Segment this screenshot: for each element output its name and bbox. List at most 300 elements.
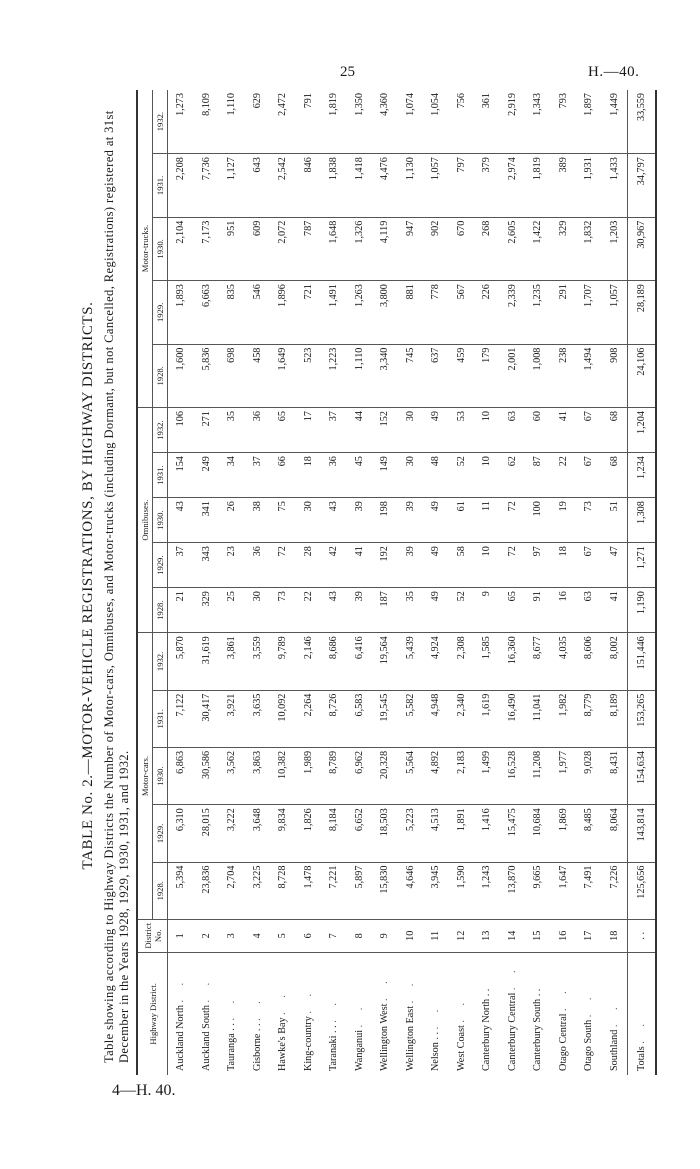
buses-cell: 39 [398, 498, 424, 543]
cars-cell: 1,585 [474, 633, 500, 690]
buses-cell: 41 [347, 543, 373, 588]
district-name-cell [398, 952, 424, 1075]
table-row [398, 90, 424, 1075]
buses-cell: 149 [372, 453, 398, 498]
buses-cell: 44 [347, 408, 373, 453]
trucks-cell: 329 [551, 217, 577, 280]
district-no-cell: 18 [602, 919, 628, 952]
year-header: 1931. [153, 453, 168, 498]
trucks-cell: 226 [474, 281, 500, 344]
district-name-cell [576, 952, 602, 1075]
table-row [296, 90, 322, 1075]
trucks-cell: 1,273 [168, 90, 194, 154]
buses-cell: 10 [474, 543, 500, 588]
trucks-cell: 881 [398, 281, 424, 344]
trucks-cell: 947 [398, 217, 424, 280]
trucks-cell: 268 [474, 217, 500, 280]
cars-cell: 2,183 [449, 747, 475, 804]
cars-cell: 1,590 [449, 862, 475, 919]
buses-cell: 49 [423, 588, 449, 633]
trucks-cell: 1,343 [525, 90, 551, 154]
district-no-cell: 10 [398, 919, 424, 952]
district-name: Canterbury Central [506, 992, 518, 1071]
district-name-cell [449, 952, 475, 1075]
table-row [449, 90, 475, 1075]
cars-cell: 10,092 [270, 690, 296, 747]
leader-dots: . . [379, 975, 391, 1001]
cars-cell: 5,870 [168, 633, 194, 690]
buses-cell: 62 [500, 453, 526, 498]
trucks-cell: 1,203 [602, 217, 628, 280]
cars-cell: 3,863 [245, 747, 271, 804]
cars-cell: 16,490 [500, 690, 526, 747]
buses-cell: 329 [194, 588, 220, 633]
cars-cell: 7,221 [321, 862, 347, 919]
trucks-cell: 7,736 [194, 154, 220, 217]
trucks-cell: 1,494 [576, 344, 602, 407]
motor-trucks-header: Motor-trucks. [137, 90, 153, 408]
buses-cell: 52 [449, 588, 475, 633]
trucks-cell: 1,235 [525, 281, 551, 344]
trucks-cell: 1,707 [576, 281, 602, 344]
trucks-cell: 28,189 [628, 281, 657, 344]
cars-cell: 3,921 [219, 690, 245, 747]
buses-cell: 91 [525, 588, 551, 633]
table-row [270, 90, 296, 1075]
year-header: 1928. [153, 588, 168, 633]
buses-cell: 60 [525, 408, 551, 453]
registrations-table [136, 90, 657, 1075]
cars-cell: 3,945 [423, 862, 449, 919]
buses-cell: 87 [525, 453, 551, 498]
buses-cell: 49 [423, 408, 449, 453]
trucks-cell: 2,974 [500, 154, 526, 217]
leader-dots: . . [583, 991, 595, 1018]
trucks-cell: 1,263 [347, 281, 373, 344]
buses-cell: 68 [602, 408, 628, 453]
district-no-cell: 13 [474, 919, 500, 952]
group-header-row [137, 90, 153, 1075]
cars-cell: 1,989 [296, 747, 322, 804]
table-row [602, 90, 628, 1075]
district-no-cell: 12 [449, 919, 475, 952]
year-header: 1932. [153, 90, 168, 154]
table-body [168, 90, 657, 1075]
trucks-cell: 1,326 [347, 217, 373, 280]
buses-cell: 52 [449, 453, 475, 498]
cars-cell: 8,677 [525, 633, 551, 690]
cars-cell: 3,648 [245, 805, 271, 862]
cars-cell: 5,564 [398, 747, 424, 804]
year-header: 1930. [153, 498, 168, 543]
buses-cell: 53 [449, 408, 475, 453]
cars-cell: 30,417 [194, 690, 220, 747]
trucks-cell: 629 [245, 90, 271, 154]
cars-cell: 1,478 [296, 862, 322, 919]
motor-cars-header: Motor-cars. [137, 633, 153, 920]
cars-cell: 7,491 [576, 862, 602, 919]
cars-cell: 3,562 [219, 747, 245, 804]
buses-cell: 1,271 [628, 543, 657, 588]
cars-cell: 8,779 [576, 690, 602, 747]
leader-dots: . . [302, 987, 314, 1014]
trucks-cell: 30,967 [628, 217, 657, 280]
buses-cell: 38 [245, 498, 271, 543]
district-name-cell [270, 952, 296, 1075]
district-name-cell [219, 952, 245, 1075]
trucks-cell: 24,106 [628, 344, 657, 407]
buses-cell: 48 [423, 453, 449, 498]
trucks-cell: 1,074 [398, 90, 424, 154]
buses-cell: 1,234 [628, 453, 657, 498]
trucks-cell: 459 [449, 344, 475, 407]
district-name: Gisborne . . [251, 1023, 263, 1071]
district-no-cell: 4 [245, 919, 271, 952]
trucks-cell: 1,931 [576, 154, 602, 217]
buses-cell: 35 [219, 408, 245, 453]
cars-cell: 6,310 [168, 805, 194, 862]
buses-cell: 67 [576, 453, 602, 498]
page-reference: H.—40. [588, 64, 640, 80]
cars-cell: 19,545 [372, 690, 398, 747]
trucks-cell: 1,350 [347, 90, 373, 154]
cars-cell: 4,948 [423, 690, 449, 747]
cars-cell: 16,360 [500, 633, 526, 690]
year-header: 1929. [153, 543, 168, 588]
buses-cell: 39 [398, 543, 424, 588]
district-name: Otago South [583, 1019, 595, 1071]
cars-cell: 1,826 [296, 805, 322, 862]
cars-cell: 9,834 [270, 805, 296, 862]
trucks-cell: 5,836 [194, 344, 220, 407]
table-row [194, 90, 220, 1075]
cars-cell: 125,656 [628, 862, 657, 919]
cars-cell: 6,583 [347, 690, 373, 747]
trucks-cell: 908 [602, 344, 628, 407]
cars-cell: 13,870 [500, 862, 526, 919]
leader-dots: . . [455, 996, 467, 1023]
buses-cell: 16 [551, 588, 577, 633]
page-number: 25 [340, 64, 355, 80]
trucks-cell: 361 [474, 90, 500, 154]
district-name-cell [245, 952, 271, 1075]
trucks-cell: 637 [423, 344, 449, 407]
trucks-cell: 1,422 [525, 217, 551, 280]
cars-cell: 2,264 [296, 690, 322, 747]
buses-cell: 187 [372, 588, 398, 633]
cars-cell: 15,475 [500, 805, 526, 862]
buses-cell: 10 [474, 453, 500, 498]
buses-cell: 30 [398, 408, 424, 453]
table-row [500, 90, 526, 1075]
leader-dots: . . [404, 977, 416, 1004]
trucks-cell: 7,173 [194, 217, 220, 280]
year-header: 1931. [153, 690, 168, 747]
table-title: TABLE No. 2.—MOTOR-VEHICLE REGISTRATIONS, BY HIGHWAY DISTRICTS. [80, 301, 96, 870]
cars-cell: 5,439 [398, 633, 424, 690]
trucks-cell: 1,600 [168, 344, 194, 407]
buses-cell: 30 [398, 453, 424, 498]
buses-cell: 34 [219, 453, 245, 498]
buses-cell: 271 [194, 408, 220, 453]
buses-cell: 36 [245, 408, 271, 453]
cars-cell: 31,619 [194, 633, 220, 690]
buses-cell: 21 [168, 588, 194, 633]
cars-cell: 11,041 [525, 690, 551, 747]
year-header: 1931. [153, 154, 168, 217]
buses-cell: 43 [168, 498, 194, 543]
table-row [525, 90, 551, 1075]
trucks-cell: 4,119 [372, 217, 398, 280]
district-name: Wanganui [353, 1029, 365, 1071]
district-no-cell: 11 [423, 919, 449, 952]
district-name-cell [474, 952, 500, 1075]
cars-cell: 2,704 [219, 862, 245, 919]
leader-dots: . . [328, 997, 340, 1023]
cars-cell: 154,634 [628, 747, 657, 804]
trucks-cell: 1,896 [270, 281, 296, 344]
cars-cell: 4,646 [398, 862, 424, 919]
district-name-cell [525, 952, 551, 1075]
trucks-cell: 34,797 [628, 154, 657, 217]
buses-cell: 152 [372, 408, 398, 453]
cars-cell: 2,340 [449, 690, 475, 747]
trucks-cell: 1,110 [219, 90, 245, 154]
trucks-cell: 291 [551, 281, 577, 344]
cars-cell: 1,891 [449, 805, 475, 862]
cars-cell: 8,726 [321, 690, 347, 747]
cars-cell: 5,897 [347, 862, 373, 919]
buses-cell: 30 [245, 588, 271, 633]
district-name-cell [194, 952, 220, 1075]
trucks-cell: 1,057 [602, 281, 628, 344]
buses-cell: 36 [245, 543, 271, 588]
cars-cell: 6,962 [347, 747, 373, 804]
trucks-cell: 2,472 [270, 90, 296, 154]
cars-cell: 1,416 [474, 805, 500, 862]
cars-cell: 8,728 [270, 862, 296, 919]
trucks-cell: 791 [296, 90, 322, 154]
table-row [474, 90, 500, 1075]
trucks-cell: 6,663 [194, 281, 220, 344]
leader-dots: . . [353, 1001, 365, 1028]
trucks-cell: 33,559 [628, 90, 657, 154]
buses-cell: 39 [347, 498, 373, 543]
cars-cell: 23,836 [194, 862, 220, 919]
omnibuses-header: Omnibuses. [137, 408, 153, 633]
leader-dots: . . [175, 976, 187, 1003]
buses-cell: 22 [551, 453, 577, 498]
cars-cell: 11,208 [525, 747, 551, 804]
buses-cell: 1,190 [628, 588, 657, 633]
year-header: 1928. [153, 862, 168, 919]
buses-cell: 22 [296, 588, 322, 633]
buses-cell: 72 [270, 543, 296, 588]
buses-cell: 249 [194, 453, 220, 498]
buses-cell: 97 [525, 543, 551, 588]
district-name-cell [296, 952, 322, 1075]
cars-cell: 4,892 [423, 747, 449, 804]
trucks-cell: 2,104 [168, 217, 194, 280]
cars-cell: 1,499 [474, 747, 500, 804]
district-name-cell [628, 952, 657, 1075]
trucks-cell: 238 [551, 344, 577, 407]
cars-cell: 8,686 [321, 633, 347, 690]
trucks-cell: 2,605 [500, 217, 526, 280]
trucks-cell: 1,110 [347, 344, 373, 407]
cars-cell: 28,015 [194, 805, 220, 862]
cars-cell: 15,830 [372, 862, 398, 919]
cars-cell: 4,924 [423, 633, 449, 690]
district-name-cell [500, 952, 526, 1075]
leader-dots: . . [557, 985, 569, 1012]
trucks-cell: 846 [296, 154, 322, 217]
cars-cell: 6,416 [347, 633, 373, 690]
trucks-cell: 1,897 [576, 90, 602, 154]
buses-cell: 45 [347, 453, 373, 498]
rotated-table-area [72, 88, 647, 1083]
district-no-cell: 3 [219, 919, 245, 952]
district-no-cell: 7 [321, 919, 347, 952]
district-no-cell: 1 [168, 919, 194, 952]
district-name: Totals [636, 1046, 647, 1071]
district-name: King-country [302, 1016, 314, 1071]
rotated-content [72, 88, 647, 1083]
cars-cell: 1,869 [551, 805, 577, 862]
district-name: Auckland North [175, 1005, 187, 1071]
trucks-cell: 3,340 [372, 344, 398, 407]
district-name-cell [423, 952, 449, 1075]
buses-cell: 39 [347, 588, 373, 633]
table-subtitle: Table showing according to Highway Districts the Number of Motor-cars, Omnibuses, and Motor-trucks (including Dormant, but not Cancelled, Registrations) registered at 31st December in the Years 1928, 1929, 1930, 1931, and 1932. [102, 110, 131, 1063]
buses-cell: 72 [500, 498, 526, 543]
buses-cell: 37 [168, 543, 194, 588]
district-name-cell [321, 952, 347, 1075]
buses-cell: 25 [219, 588, 245, 633]
buses-cell: 58 [449, 543, 475, 588]
trucks-cell: 670 [449, 217, 475, 280]
cars-cell: 9,789 [270, 633, 296, 690]
cars-cell: 8,789 [321, 747, 347, 804]
cars-cell: 1,243 [474, 862, 500, 919]
district-no-cell: . . [628, 919, 657, 952]
buses-cell: 51 [602, 498, 628, 543]
trucks-cell: 1,832 [576, 217, 602, 280]
district-name: Otago Central [557, 1013, 569, 1071]
trucks-cell: 179 [474, 344, 500, 407]
trucks-cell: 797 [449, 154, 475, 217]
leader-dots: . . [430, 1003, 442, 1030]
district-no-cell: 17 [576, 919, 602, 952]
district-name: Nelson . . [430, 1031, 442, 1071]
cars-cell: 8,002 [602, 633, 628, 690]
district-name-cell [347, 952, 373, 1075]
trucks-cell: 4,360 [372, 90, 398, 154]
cars-cell: 18,503 [372, 805, 398, 862]
cars-cell: 6,863 [168, 747, 194, 804]
buses-cell: 49 [423, 543, 449, 588]
district-name: Tauranga . . [226, 1023, 238, 1071]
trucks-cell: 1,223 [321, 344, 347, 407]
cars-cell: 20,328 [372, 747, 398, 804]
cars-cell: 143,814 [628, 805, 657, 862]
buses-cell: 343 [194, 543, 220, 588]
trucks-cell: 721 [296, 281, 322, 344]
buses-cell: 65 [270, 408, 296, 453]
cars-cell: 8,064 [602, 805, 628, 862]
table-row [168, 90, 194, 1075]
trucks-cell: 1,649 [270, 344, 296, 407]
trucks-cell: 523 [296, 344, 322, 407]
trucks-cell: 379 [474, 154, 500, 217]
cars-cell: 9,665 [525, 862, 551, 919]
cars-cell: 3,222 [219, 805, 245, 862]
district-no-cell: 9 [372, 919, 398, 952]
trucks-cell: 1,838 [321, 154, 347, 217]
cars-cell: 151,446 [628, 633, 657, 690]
trucks-cell: 1,491 [321, 281, 347, 344]
cars-cell: 7,226 [602, 862, 628, 919]
buses-cell: 47 [602, 543, 628, 588]
trucks-cell: 3,800 [372, 281, 398, 344]
buses-cell: 63 [576, 588, 602, 633]
trucks-cell: 756 [449, 90, 475, 154]
cars-cell: 9,028 [576, 747, 602, 804]
buses-cell: 10 [474, 408, 500, 453]
buses-cell: 67 [576, 543, 602, 588]
trucks-cell: 1,819 [525, 154, 551, 217]
district-name: Canterbury North . . [481, 988, 493, 1071]
buses-cell: 1,308 [628, 498, 657, 543]
trucks-cell: 1,819 [321, 90, 347, 154]
district-no-cell: 14 [500, 919, 526, 952]
buses-cell: 72 [500, 543, 526, 588]
cars-cell: 7,122 [168, 690, 194, 747]
cars-cell: 4,035 [551, 633, 577, 690]
leader-dots: . . [277, 989, 289, 1015]
cars-cell: 3,635 [245, 690, 271, 747]
buses-cell: 9 [474, 588, 500, 633]
cars-cell: 8,189 [602, 690, 628, 747]
table-row [551, 90, 577, 1075]
table-row [245, 90, 271, 1075]
table-row [347, 90, 373, 1075]
district-no-cell: 2 [194, 919, 220, 952]
trucks-cell: 546 [245, 281, 271, 344]
trucks-cell: 835 [219, 281, 245, 344]
buses-cell: 43 [321, 588, 347, 633]
cars-cell: 5,223 [398, 805, 424, 862]
buses-cell: 341 [194, 498, 220, 543]
cars-cell: 6,652 [347, 805, 373, 862]
cars-cell: 10,382 [270, 747, 296, 804]
buses-cell: 66 [270, 453, 296, 498]
cars-cell: 5,582 [398, 690, 424, 747]
cars-cell: 3,225 [245, 862, 271, 919]
trucks-cell: 698 [219, 344, 245, 407]
trucks-cell: 1,449 [602, 90, 628, 154]
buses-cell: 23 [219, 543, 245, 588]
trucks-cell: 2,919 [500, 90, 526, 154]
buses-cell: 61 [449, 498, 475, 543]
trucks-cell: 389 [551, 154, 577, 217]
district-no-cell: 6 [296, 919, 322, 952]
table-row [576, 90, 602, 1075]
buses-cell: 18 [296, 453, 322, 498]
buses-cell: 63 [500, 408, 526, 453]
trucks-cell: 1,054 [423, 90, 449, 154]
cars-cell: 8,485 [576, 805, 602, 862]
